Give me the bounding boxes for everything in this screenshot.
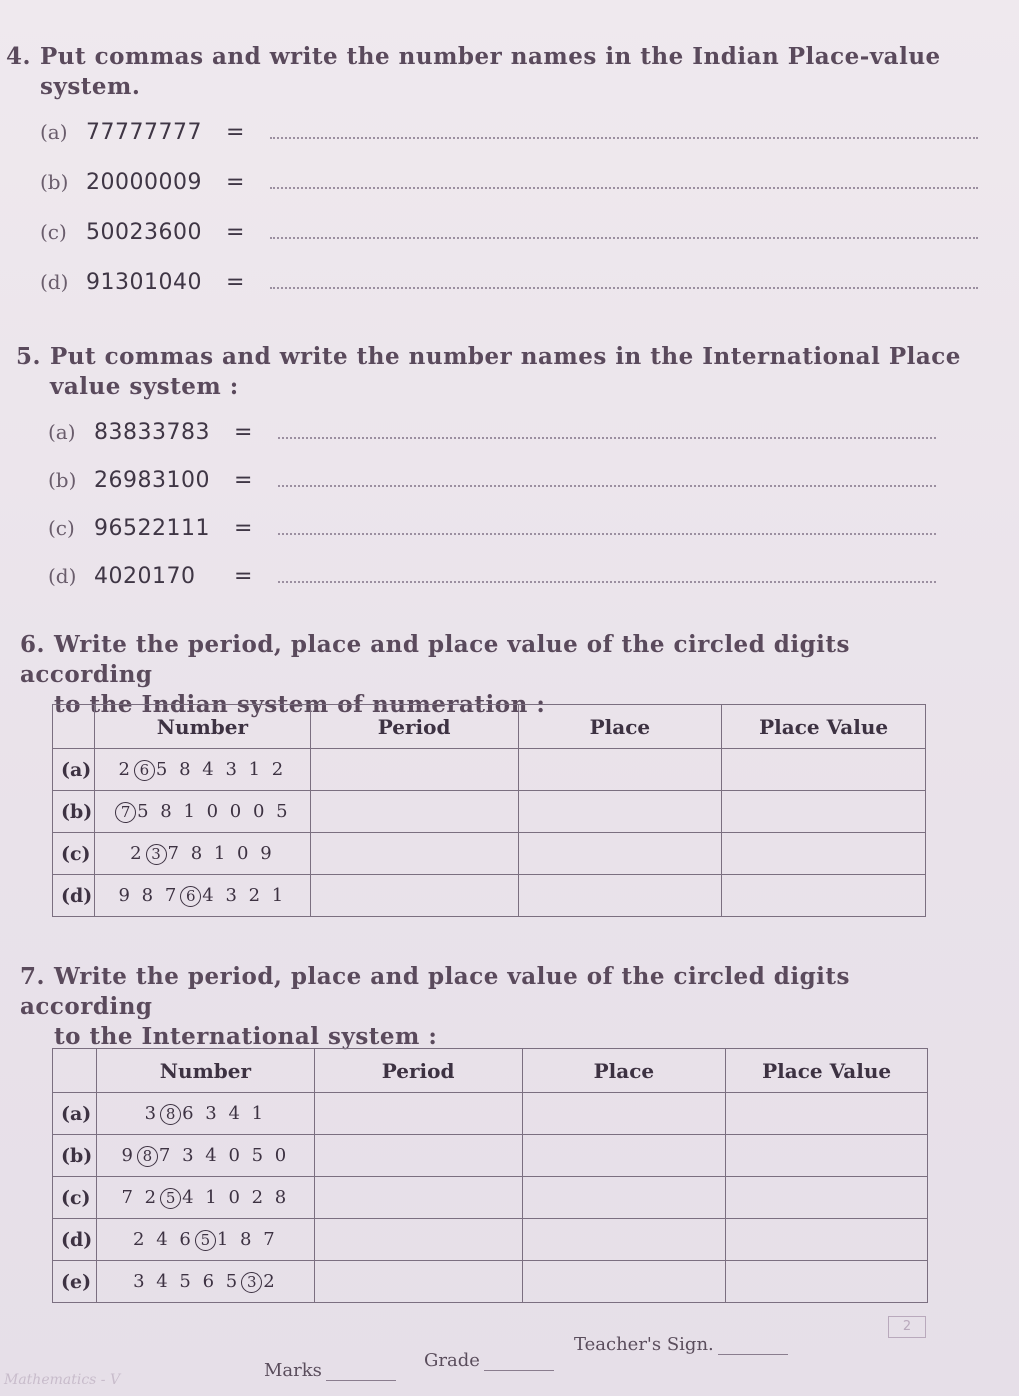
equals-sign: = <box>226 220 245 245</box>
place-value-answer-cell[interactable] <box>726 1177 928 1219</box>
table-row <box>53 1219 928 1261</box>
place-answer-cell[interactable] <box>518 875 722 917</box>
period-answer-cell[interactable] <box>314 1219 522 1261</box>
item-number: 91301040 <box>86 270 202 295</box>
header-place: Place <box>522 1049 726 1093</box>
equals-sign: = <box>226 120 245 145</box>
exercise-item <box>40 170 978 202</box>
number-cell <box>96 1177 314 1219</box>
place-value-answer-cell[interactable] <box>722 791 926 833</box>
place-value-answer-cell[interactable] <box>726 1093 928 1135</box>
table-row <box>53 1135 928 1177</box>
question-number: 7. <box>20 963 46 990</box>
equals-sign: = <box>234 468 253 493</box>
teacher-sign-label: Teacher's Sign. <box>574 1334 714 1355</box>
table-row <box>53 1177 928 1219</box>
row-label: (c) <box>53 833 95 875</box>
answer-blank[interactable] <box>270 237 978 239</box>
equals-sign: = <box>234 420 253 445</box>
question-text-continued: system. <box>40 73 141 100</box>
teacher-sign-blank <box>718 1353 788 1355</box>
place-answer-cell[interactable] <box>518 791 722 833</box>
number-cell <box>96 1261 314 1303</box>
exercise-item <box>48 564 936 596</box>
equals-sign: = <box>226 270 245 295</box>
item-number: 96522111 <box>94 516 210 541</box>
digits-after: 4 3 2 1 <box>202 885 287 907</box>
place-answer-cell[interactable] <box>522 1093 726 1135</box>
row-label: (d) <box>53 1219 97 1261</box>
digits-after: 6 3 4 1 <box>182 1103 267 1125</box>
exercise-item <box>48 516 936 548</box>
digits-after: 7 8 1 0 9 <box>167 843 275 865</box>
answer-blank[interactable] <box>270 187 978 189</box>
number-cell <box>96 1093 314 1135</box>
answer-blank[interactable] <box>270 287 978 289</box>
equals-sign: = <box>226 170 245 195</box>
item-number: 50023600 <box>86 220 202 245</box>
circled-digit: 7 <box>115 802 136 823</box>
period-answer-cell[interactable] <box>314 1093 522 1135</box>
place-value-answer-cell[interactable] <box>722 749 926 791</box>
row-label: (a) <box>53 1093 97 1135</box>
question-text: Put commas and write the number names in the International Place <box>50 343 961 370</box>
place-value-answer-cell[interactable] <box>726 1219 928 1261</box>
period-answer-cell[interactable] <box>310 833 518 875</box>
header-place-value: Place Value <box>726 1049 928 1093</box>
answer-blank[interactable] <box>270 137 978 139</box>
circled-digit: 5 <box>160 1188 181 1209</box>
row-label: (d) <box>53 875 95 917</box>
grade-label: Grade <box>424 1350 480 1371</box>
place-value-answer-cell[interactable] <box>726 1135 928 1177</box>
item-number: 77777777 <box>86 120 202 145</box>
item-label: (d) <box>40 270 69 294</box>
table-row <box>53 749 926 791</box>
period-answer-cell[interactable] <box>310 791 518 833</box>
grade-blank <box>484 1369 554 1371</box>
header-blank <box>53 1049 97 1093</box>
place-answer-cell[interactable] <box>522 1177 726 1219</box>
table-row <box>53 1261 928 1303</box>
header-number: Number <box>96 1049 314 1093</box>
digits-before: 2 <box>130 843 145 865</box>
header-period: Period <box>310 705 518 749</box>
place-value-answer-cell[interactable] <box>722 875 926 917</box>
place-value-answer-cell[interactable] <box>726 1261 928 1303</box>
page-number-box: 2 <box>888 1316 926 1338</box>
place-answer-cell[interactable] <box>522 1219 726 1261</box>
number-cell <box>96 1219 314 1261</box>
book-brand: Mathematics - V <box>4 1372 121 1388</box>
number-cell <box>94 875 310 917</box>
digits-after: 1 8 7 <box>216 1229 278 1251</box>
period-answer-cell[interactable] <box>314 1135 522 1177</box>
table-row <box>53 1093 928 1135</box>
digits-before: 2 4 6 <box>133 1229 194 1251</box>
digits-after: 5 8 1 0 0 0 5 <box>137 801 291 823</box>
circled-digit: 3 <box>241 1272 262 1293</box>
marks-label: Marks <box>264 1360 322 1381</box>
digits-before: 2 <box>118 759 133 781</box>
marks-blank <box>326 1379 396 1381</box>
question-text: Write the period, place and place value of the circled digits according <box>20 631 850 688</box>
period-answer-cell[interactable] <box>310 749 518 791</box>
item-label: (a) <box>48 420 76 444</box>
answer-blank[interactable] <box>278 485 936 487</box>
digits-before: 3 4 5 6 5 <box>133 1271 241 1293</box>
exercise-item <box>40 120 978 152</box>
place-answer-cell[interactable] <box>518 833 722 875</box>
circled-digit: 6 <box>180 886 201 907</box>
item-number: 20000009 <box>86 170 202 195</box>
circled-digit: 5 <box>195 1230 216 1251</box>
exercise-item <box>48 420 936 452</box>
grade-field <box>424 1350 554 1371</box>
digits-after: 5 8 4 3 1 2 <box>155 759 287 781</box>
item-label: (c) <box>48 516 75 540</box>
table-row <box>53 791 926 833</box>
row-label: (a) <box>53 749 95 791</box>
number-cell <box>94 833 310 875</box>
digits-before: 7 2 <box>121 1187 160 1209</box>
row-label: (c) <box>53 1177 97 1219</box>
circled-digit: 6 <box>134 760 155 781</box>
item-label: (b) <box>48 468 77 492</box>
question-7-heading <box>20 962 980 1052</box>
row-label: (b) <box>53 791 95 833</box>
row-label: (e) <box>53 1261 97 1303</box>
question-5-heading <box>16 342 976 402</box>
question-4-heading <box>6 42 966 102</box>
digits-before: 9 <box>121 1145 136 1167</box>
circled-digit: 3 <box>146 844 167 865</box>
place-answer-cell[interactable] <box>518 749 722 791</box>
number-cell <box>96 1135 314 1177</box>
header-place: Place <box>518 705 722 749</box>
number-cell <box>94 791 310 833</box>
period-answer-cell[interactable] <box>314 1261 522 1303</box>
place-answer-cell[interactable] <box>522 1261 726 1303</box>
answer-blank[interactable] <box>278 437 936 439</box>
place-answer-cell[interactable] <box>522 1135 726 1177</box>
circled-digit: 8 <box>137 1146 158 1167</box>
circled-digit: 8 <box>160 1104 181 1125</box>
table-row <box>53 833 926 875</box>
international-system-table <box>52 1048 928 1303</box>
period-answer-cell[interactable] <box>314 1177 522 1219</box>
answer-blank[interactable] <box>278 533 936 535</box>
item-number: 83833783 <box>94 420 210 445</box>
question-number: 6. <box>20 631 46 658</box>
digits-after: 2 <box>263 1271 278 1293</box>
header-period: Period <box>314 1049 522 1093</box>
digits-before: 9 8 7 <box>118 885 180 907</box>
question-number: 5. <box>16 343 42 370</box>
place-value-answer-cell[interactable] <box>722 833 926 875</box>
equals-sign: = <box>234 516 253 541</box>
header-place-value: Place Value <box>722 705 926 749</box>
equals-sign: = <box>234 564 253 589</box>
answer-blank[interactable] <box>278 581 936 583</box>
question-text-continued: to the Indian system of numeration : <box>54 691 546 718</box>
digits-before: 3 <box>144 1103 160 1125</box>
item-label: (c) <box>40 220 67 244</box>
period-answer-cell[interactable] <box>310 875 518 917</box>
item-label: (b) <box>40 170 69 194</box>
exercise-item <box>40 270 978 302</box>
row-label: (b) <box>53 1135 97 1177</box>
item-number: 26983100 <box>94 468 210 493</box>
exercise-item <box>40 220 978 252</box>
table-row <box>53 875 926 917</box>
question-text: Put commas and write the number names in the Indian Place-value <box>40 43 941 70</box>
item-label: (a) <box>40 120 68 144</box>
marks-field <box>264 1360 396 1381</box>
item-number: 4020170 <box>94 564 196 589</box>
question-text: Write the period, place and place value of the circled digits according <box>20 963 850 1020</box>
indian-system-table <box>52 704 926 917</box>
exercise-item <box>48 468 936 500</box>
header-number: Number <box>94 705 310 749</box>
question-text-continued: to the International system : <box>54 1023 438 1050</box>
question-text-continued: value system : <box>50 373 239 400</box>
number-cell <box>94 749 310 791</box>
teacher-sign-field <box>574 1334 788 1355</box>
item-label: (d) <box>48 564 77 588</box>
header-blank <box>53 705 95 749</box>
digits-after: 4 1 0 2 8 <box>182 1187 290 1209</box>
question-number: 4. <box>6 43 32 70</box>
digits-after: 7 3 4 0 5 0 <box>158 1145 290 1167</box>
